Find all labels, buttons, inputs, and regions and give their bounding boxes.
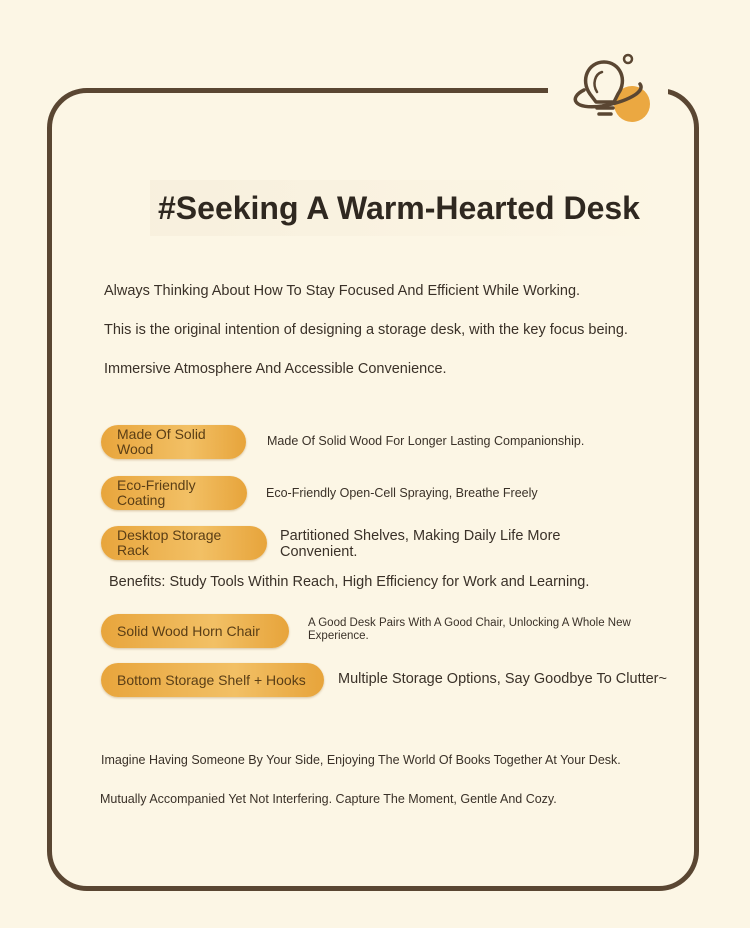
page-title: #Seeking A Warm-Hearted Desk [150,180,670,236]
feature-badge-eco-coating: Eco-Friendly Coating [101,476,247,510]
intro-line-1: Always Thinking About How To Stay Focused And Efficient While Working. [104,283,581,299]
feature-badge-horn-chair: Solid Wood Horn Chair [101,614,289,648]
feature-badge-bottom-shelf: Bottom Storage Shelf + Hooks [101,663,324,697]
feature-desc-horn-chair: A Good Desk Pairs With A Good Chair, Unlocking A Whole New Experience. [308,617,631,642]
outro-line-1: Imagine Having Someone By Your Side, Enjoying The World Of Books Together At Your Desk. [101,753,621,767]
outro-line-2: Mutually Accompanied Yet Not Interfering. Capture The Moment, Gentle And Cozy. [100,792,557,806]
feature-desc-storage-rack: Partitioned Shelves, Making Daily Life More Convenient. [280,528,561,560]
intro-line-2: This is the original intention of designing a storage desk, with the key focus being. [104,322,628,338]
feature-desc-bottom-shelf: Multiple Storage Options, Say Goodbye To Clutter~ [338,671,667,687]
feature-badge-storage-rack: Desktop Storage Rack [101,526,267,560]
lightbulb-planet-icon [566,50,658,130]
feature-desc-eco-coating: Eco-Friendly Open-Cell Spraying, Breathe Freely [266,486,538,500]
intro-line-3: Immersive Atmosphere And Accessible Convenience. [104,361,447,377]
feature-desc-solid-wood: Made Of Solid Wood For Longer Lasting Companionship. [267,434,585,448]
benefits-text: Benefits: Study Tools Within Reach, High Efficiency for Work and Learning. [109,574,590,590]
feature-badge-solid-wood: Made Of Solid Wood [101,425,246,459]
